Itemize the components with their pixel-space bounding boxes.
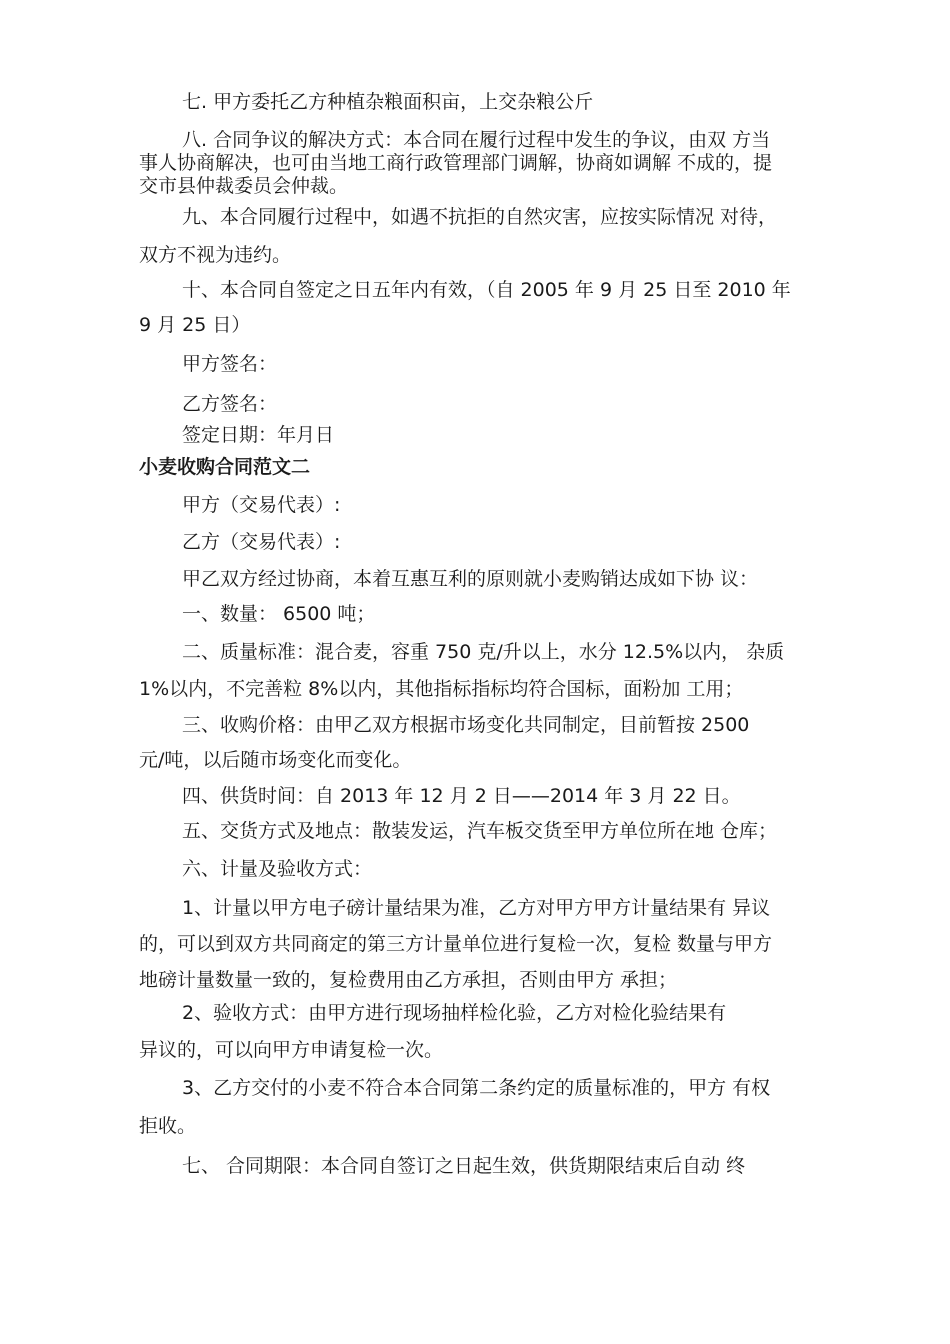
clause-10-line-2: 9 月 25 日） <box>139 314 251 336</box>
item-1-quantity: 一、数量： 6500 吨； <box>182 603 376 625</box>
item-3-price-line-2: 元/吨，以后随市场变化而变化。 <box>139 749 412 771</box>
sub-1-line-2: 的，可以到双方共同商定的第三方计量单位进行复检一次，复检 数量与甲方 <box>139 933 773 955</box>
party-a-representative: 甲方（交易代表）: <box>182 494 341 516</box>
item-2-quality-line-2: 1%以内，不完善粒 8%以内，其他指标指标均符合国标，面粉加 工用； <box>139 678 744 700</box>
sub-2-line-2: 异议的，可以向甲方申请复检一次。 <box>139 1039 444 1061</box>
sub-3-line-1: 3、乙方交付的小麦不符合本合同第二条约定的质量标准的，甲方 有权 <box>182 1077 771 1099</box>
item-5-delivery: 五、交货方式及地点：散装发运，汽车板交货至甲方单位所在地 仓库； <box>182 820 778 842</box>
agreement-intro: 甲乙双方经过协商，本着互惠互利的原则就小麦购销达成如下协 议： <box>182 568 759 590</box>
item-7-term: 七、 合同期限：本合同自签订之日起生效，供货期限结束后自动 终 <box>182 1155 746 1177</box>
item-4-supply-time: 四、供货时间：自 2013 年 12 月 2 日——2014 年 3 月 22 日。 <box>182 785 741 807</box>
clause-9-line-1: 九、本合同履行过程中，如遇不抗拒的自然灾害，应按实际情况 对待， <box>182 206 778 228</box>
item-3-price-line-1: 三、收购价格：由甲乙双方根据市场变化共同制定，目前暂按 2500 <box>182 714 750 736</box>
clause-9-line-2: 双方不视为违约。 <box>139 244 292 266</box>
clause-8-line-1: 八. 合同争议的解决方式：本合同在履行过程中发生的争议，由双 方当 <box>182 129 771 151</box>
clause-8-line-2: 事人协商解决，也可由当地工商行政管理部门调解，协商如调解 不成的，提 <box>139 152 773 174</box>
sub-2-line-1: 2、验收方式：由甲方进行现场抽样检化验，乙方对检化验结果有 <box>182 1002 727 1024</box>
clause-8-line-3: 交市县仲裁委员会仲裁。 <box>139 175 349 197</box>
party-b-representative: 乙方（交易代表）: <box>182 531 341 553</box>
clause-7-line: 七. 甲方委托乙方种植杂粮面积亩，上交杂粮公斤 <box>182 91 594 113</box>
party-b-signature: 乙方签名： <box>182 393 278 415</box>
party-a-signature: 甲方签名： <box>182 353 278 375</box>
sub-1-line-1: 1、计量以甲方电子磅计量结果为准，乙方对甲方甲方计量结果有 异议 <box>182 897 771 919</box>
section-title: 小麦收购合同范文二 <box>139 456 311 478</box>
item-6-measurement: 六、计量及验收方式： <box>182 858 373 880</box>
sub-3-line-2: 拒收。 <box>139 1115 197 1137</box>
sub-1-line-3: 地磅计量数量一致的，复检费用由乙方承担，否则由甲方 承担； <box>139 969 678 991</box>
item-2-quality-line-1: 二、质量标准：混合麦，容重 750 克/升以上，水分 12.5%以内， 杂质 <box>182 641 785 663</box>
clause-10-line-1: 十、本合同自签定之日五年内有效，（自 2005 年 9 月 25 日至 2010 年 <box>182 279 791 301</box>
signing-date: 签定日期：年月日 <box>182 424 335 446</box>
